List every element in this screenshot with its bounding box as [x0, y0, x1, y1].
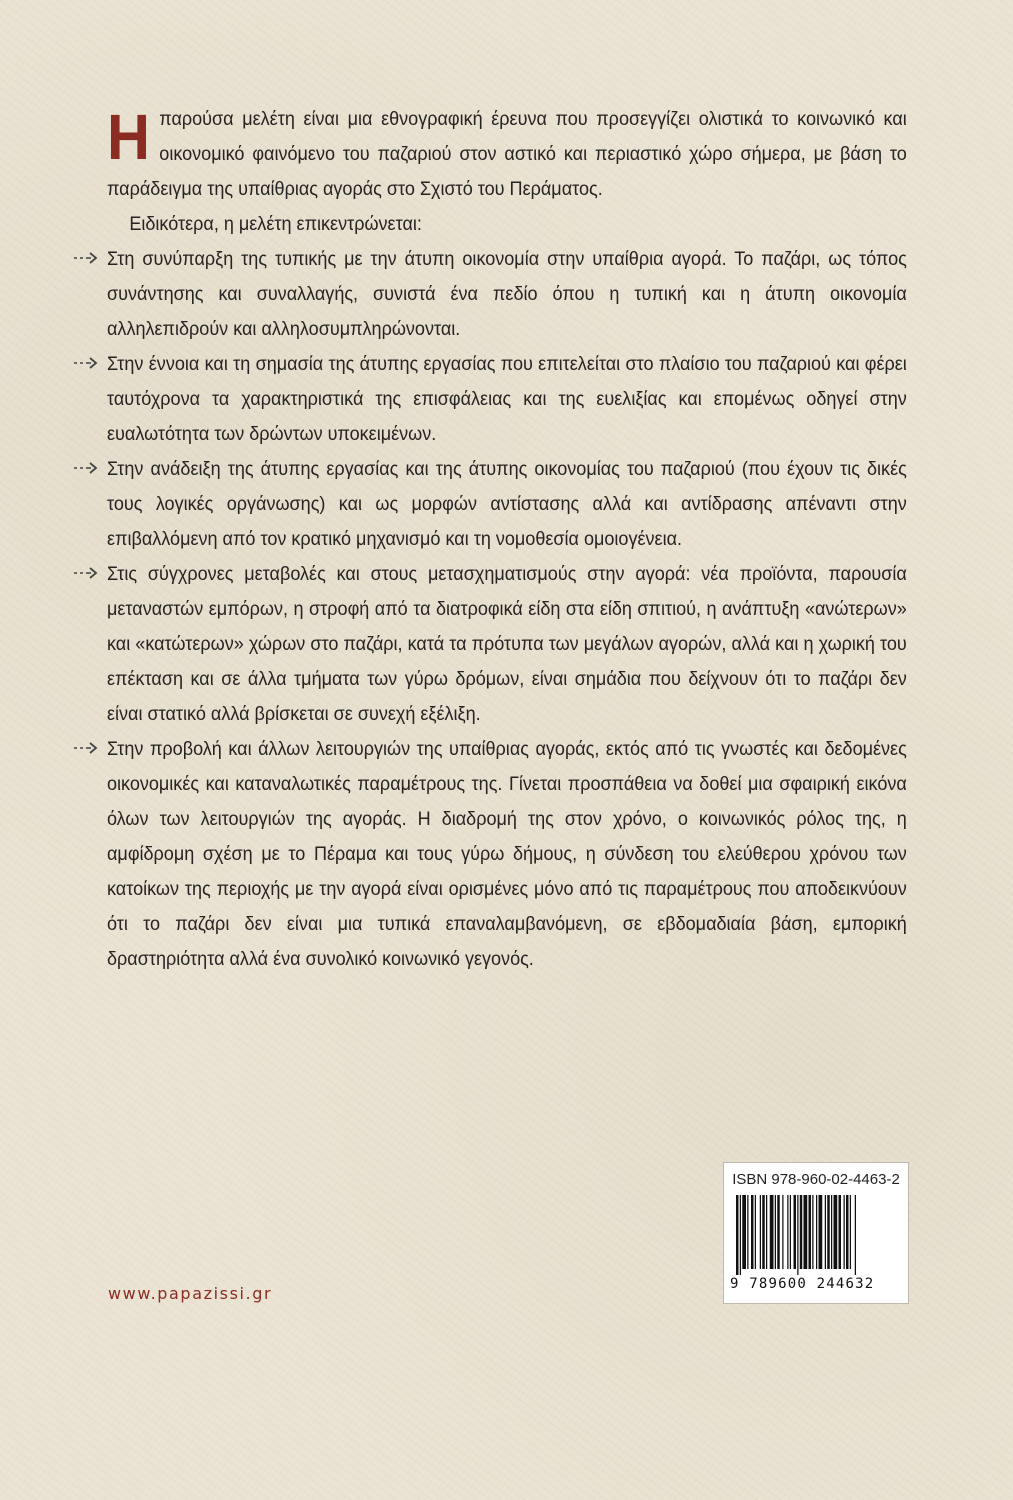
publisher-website: www.papazissi.gr	[108, 1284, 273, 1303]
arrow-bullet-icon	[73, 457, 99, 477]
arrow-bullet-icon	[73, 562, 99, 582]
list-item-text: Στις σύγχρονες μεταβολές και στους μετασχηματισμούς στην αγορά: νέα προϊόντα, παρουσία μεταναστών εμπόρων, η στροφή από τα διατροφικά είδη στα είδη σπιτιού, η ανάπτυξη «ανώτερων» και «κατώτερων» χώρων στο παζάρι, κατά τα πρότυπα των μεγάλων αγορών, αλλά και η χωρική του επέκταση και σε άλλα τμήματα των γύρω δρόμων, είναι σημάδια που δείχνουν ότι το παζάρι δεν είναι στατικό αλλά βρίσκεται σε συνεχή εξέλιξη.	[107, 563, 907, 725]
arrow-bullet-icon	[73, 352, 99, 372]
barcode-digits: 9 789600 244632	[730, 1276, 875, 1292]
list-item-text: Στη συνύπαρξη της τυπικής με την άτυπη οικονομία στην υπαίθρια αγορά. Το παζάρι, ως τόπος συνάντησης και συναλλαγής, συνιστά ένα πεδίο όπου η τυπική και η άτυπη οικονομία αλληλεπιδρούν και αλληλοσυμπληρώνονται.	[107, 248, 907, 340]
arrow-bullet-icon	[73, 737, 99, 757]
list-item	[107, 242, 907, 347]
list-item	[107, 557, 907, 732]
barcode-graphic	[734, 1195, 898, 1277]
isbn-label: ISBN 978-960-02-4463-2	[732, 1171, 900, 1188]
list-item	[107, 732, 907, 977]
intro-text: παρούσα μελέτη είναι μια εθνογραφική έρευνα που προσεγγίζει ολιστικά το κοινωνικό και οικονομικό φαινόμενο του παζαριού στον αστικό και περιαστικό χώρο σήμερα, με βάση το παράδειγμα της υπαίθριας αγοράς στο Σχιστό του Περάματος.	[107, 108, 907, 200]
drop-cap: Η	[107, 101, 150, 173]
focus-list	[107, 242, 907, 977]
back-cover-text	[107, 102, 907, 977]
list-item-text: Στην προβολή και άλλων λειτουργιών της υπαίθριας αγοράς, εκτός από τις γνωστές και δεδομένες οικονομικές και καταναλωτικές παραμέτρους της. Γίνεται προσπάθεια να δοθεί μια σφαιρική εικόνα όλων των λειτουργιών της αγοράς. Η διαδρομή της στον χρόνο, ο κοινωνικός ρόλος της, η αμφίδρομη σχέση με το Πέραμα και τους γύρω δήμους, η σύνδεση του ελεύθερου χρόνου των κατοίκων της περιοχής με την αγορά είναι ορισμένες μόνο από τις παραμέτρους που αποδεικνύουν ότι το παζάρι δεν είναι μια τυπικά επαναλαμβανόμενη, σε εβδομαδιαία βάση, εμπορική δραστηριότητα αλλά ένα συνολικό κοινωνικό γεγονός.	[107, 738, 907, 970]
arrow-bullet-icon	[73, 247, 99, 267]
isbn-barcode-box	[723, 1162, 909, 1304]
list-item	[107, 347, 907, 452]
focus-heading: Ειδικότερα, η μελέτη επικεντρώνεται:	[129, 213, 422, 235]
list-item-text: Στην ανάδειξη της άτυπης εργασίας και της άτυπης οικονομίας του παζαριού (που έχουν τις δικές τους λογικές οργάνωσης) και ως μορφών αντίστασης αλλά και αντίδρασης απέναντι στην επιβαλλόμενη από τον κρατικό μηχανισμό και τη νομοθεσία ομοιογένεια.	[107, 458, 907, 550]
intro-paragraph	[107, 102, 907, 207]
list-item-text: Στην έννοια και τη σημασία της άτυπης εργασίας που επιτελείται στο πλαίσιο του παζαριού και φέρει ταυτόχρονα τα χαρακτηριστικά της επισφάλειας και της ευελιξίας και επομένως οδηγεί στην ευαλωτότητα των δρώντων υποκειμένων.	[107, 353, 907, 445]
list-item	[107, 452, 907, 557]
